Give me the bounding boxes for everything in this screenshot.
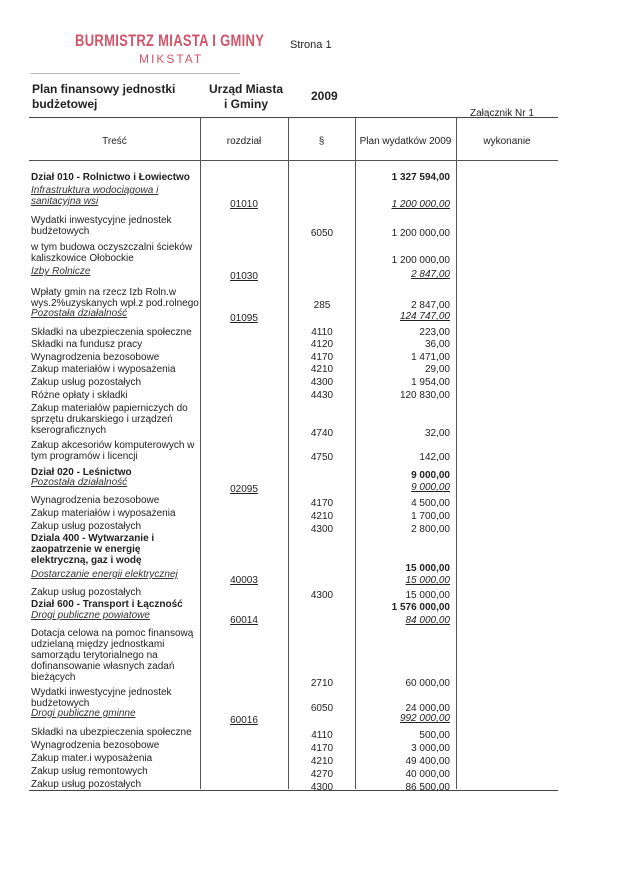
row-paragraph: 4210 <box>310 756 334 767</box>
row-amount: 223,00 <box>419 327 450 338</box>
row-paragraph: 4110 <box>311 327 333 338</box>
row-description: Zakup materiałów papierniczych do sprzętu drukarskiego i urządzeń kserograficznych <box>31 403 188 436</box>
row-description: Dotacja celowa na pomoc finansową udzielaną między jednostkami samorządu terytorialnego na dofinansowanie własnych zadań bieżących <box>31 628 194 683</box>
row-chapter: 01010 <box>230 199 258 210</box>
column-header-chapter: rozdział <box>226 136 262 147</box>
row-chapter: 40003 <box>230 575 258 586</box>
row-paragraph: 4170 <box>310 743 334 754</box>
column-divider <box>200 117 201 789</box>
row-description: Drogi publiczne powiatowe <box>31 610 150 621</box>
row-description: Różne opłaty i składki <box>31 390 128 401</box>
row-description: Składki na fundusz pracy <box>31 339 143 350</box>
stamp-line-2: MIKSTAT <box>139 52 204 66</box>
row-amount: 1 200 000,00 <box>391 255 450 266</box>
row-paragraph: 4210 <box>310 511 334 522</box>
row-amount: 15 000,00 <box>405 590 450 601</box>
row-amount: 1 200 000,00 <box>391 199 450 210</box>
row-paragraph: 4430 <box>310 390 334 401</box>
row-chapter: 60014 <box>230 615 258 626</box>
row-paragraph: 4740 <box>310 428 334 439</box>
header-separator <box>29 160 558 161</box>
row-description: Drogi publiczne gminne <box>31 708 136 719</box>
row-amount: 1 954,00 <box>411 377 450 388</box>
row-description: Zakup usług pozostałych <box>31 377 142 388</box>
unit-name: Urząd Miasta i Gminy <box>208 82 284 111</box>
row-description: Wynagrodzenia bezosobowe <box>31 495 160 506</box>
row-paragraph: 4110 <box>311 730 333 741</box>
row-amount: 49 400,00 <box>405 756 450 767</box>
row-description: Pozostała działalność <box>31 308 128 319</box>
row-paragraph: 4120 <box>310 339 334 350</box>
page-number: Strona 1 <box>290 39 332 51</box>
row-description: Zakup akcesoriów komputerowych w tym programów i licencji <box>31 440 195 462</box>
row-paragraph: 4300 <box>310 524 334 535</box>
row-paragraph: 4270 <box>310 769 334 780</box>
row-amount: 24 000,00 <box>405 703 450 714</box>
header-rule <box>30 73 240 74</box>
row-amount: 2 800,00 <box>411 524 450 535</box>
column-header-paragraph: § <box>318 136 325 147</box>
row-amount: 15 000,00 <box>405 575 450 586</box>
document-title: Plan finansowy jednostki budżetowej <box>32 82 176 111</box>
row-amount: 2 847,00 <box>411 269 450 280</box>
column-header-content: Treść <box>102 136 127 147</box>
row-description: Wynagrodzenia bezosobowe <box>31 740 160 751</box>
row-chapter: 60016 <box>230 715 258 726</box>
row-amount: 29,00 <box>424 364 450 375</box>
row-amount: 36,00 <box>424 339 450 350</box>
row-paragraph: 4170 <box>310 498 334 509</box>
row-description: Zakup usług pozostałych <box>31 587 142 598</box>
row-amount: 2 847,00 <box>411 300 450 311</box>
row-amount: 32,00 <box>424 428 450 439</box>
column-divider <box>456 117 457 789</box>
column-header-execution: wykonanie <box>483 136 531 147</box>
row-paragraph: 4170 <box>310 352 334 363</box>
row-description: Składki na ubezpieczenia społeczne <box>31 727 192 738</box>
row-description: Składki na ubezpieczenia społeczne <box>31 327 192 338</box>
row-paragraph: 6050 <box>310 703 334 714</box>
row-description: Zakup mater.i wyposażenia <box>31 753 153 764</box>
row-amount: 3 000,00 <box>411 743 450 754</box>
row-description: Zakup materiałów i wyposażenia <box>31 508 176 519</box>
row-description: Infrastruktura wodociągowa i sanitacyjna wsi <box>31 185 159 207</box>
row-description: Wynagrodzenia bezosobowe <box>31 352 160 363</box>
row-amount: 15 000,00 <box>405 563 450 574</box>
row-amount: 120 830,00 <box>399 390 450 401</box>
row-description: Zakup usług remontowych <box>31 766 148 777</box>
row-amount: 9 000,00 <box>411 482 450 493</box>
row-paragraph: 285 <box>313 300 331 311</box>
row-amount: 9 000,00 <box>411 470 450 481</box>
row-amount: 500,00 <box>419 730 450 741</box>
column-divider <box>288 117 289 789</box>
row-description: w tym budowa oczyszczalni ścieków kaliszkowice Ołobockie <box>31 242 193 264</box>
row-paragraph: 4300 <box>310 782 334 793</box>
row-description: Pozostała działalność <box>31 477 128 488</box>
row-chapter: 01030 <box>230 271 258 282</box>
row-amount: 1 327 594,00 <box>391 172 450 183</box>
row-description: Zakup materiałów i wyposażenia <box>31 364 176 375</box>
column-divider <box>355 117 356 789</box>
row-amount: 4 500,00 <box>411 498 450 509</box>
row-paragraph: 4300 <box>310 377 334 388</box>
year: 2009 <box>311 89 338 103</box>
row-amount: 1 200 000,00 <box>391 228 450 239</box>
row-description: Dziala 400 - Wytwarzanie i zaopatrzenie w energię elektryczną, gaz i wodę <box>31 533 155 566</box>
row-chapter: 01095 <box>230 313 258 324</box>
row-amount: 86 500,00 <box>405 782 450 793</box>
row-chapter: 02095 <box>230 484 258 495</box>
row-paragraph: 4210 <box>310 364 334 375</box>
row-amount: 142,00 <box>419 452 450 463</box>
row-description: Wydatki inwestycyjne jednostek budżetowych <box>31 215 172 237</box>
stamp-line-1: BURMISTRZ MIASTA I GMINY <box>75 31 265 50</box>
row-amount: 1 700,00 <box>411 511 450 522</box>
row-paragraph: 4300 <box>310 590 334 601</box>
row-description: Dział 020 - Leśnictwo <box>31 467 132 478</box>
attachment-label: Załącznik Nr 1 <box>470 108 534 119</box>
row-description: Dział 010 - Rolnictwo i Łowiectwo <box>31 172 190 183</box>
row-paragraph: 4750 <box>310 452 334 463</box>
row-description: Dostarczanie energii elektrycznej <box>31 569 178 580</box>
row-description: Izby Rolnicze <box>31 266 91 277</box>
row-description: Dział 600 - Transport i Łączność <box>31 599 183 610</box>
row-amount: 124 747,00 <box>399 311 450 322</box>
row-paragraph: 6050 <box>310 228 334 239</box>
row-description: Wydatki inwestycyjne jednostek budżetowych <box>31 687 172 709</box>
row-amount: 1 471,00 <box>411 352 450 363</box>
row-amount: 992 000,00 <box>399 713 450 724</box>
row-description: Zakup usług pozostałych <box>31 779 142 790</box>
row-amount: 60 000,00 <box>405 678 450 689</box>
column-header-plan: Plan wydatków 2009 <box>359 136 452 147</box>
row-amount: 40 000,00 <box>405 769 450 780</box>
row-amount: 1 576 000,00 <box>391 602 450 613</box>
row-description: Zakup usług pozostałych <box>31 521 142 532</box>
row-description: Wpłaty gmin na rzecz Izb Roln.w wys.2%uzyskanych wpł.z pod.rolnego <box>31 287 199 309</box>
row-paragraph: 2710 <box>310 678 334 689</box>
row-amount: 84 000,00 <box>405 615 450 626</box>
